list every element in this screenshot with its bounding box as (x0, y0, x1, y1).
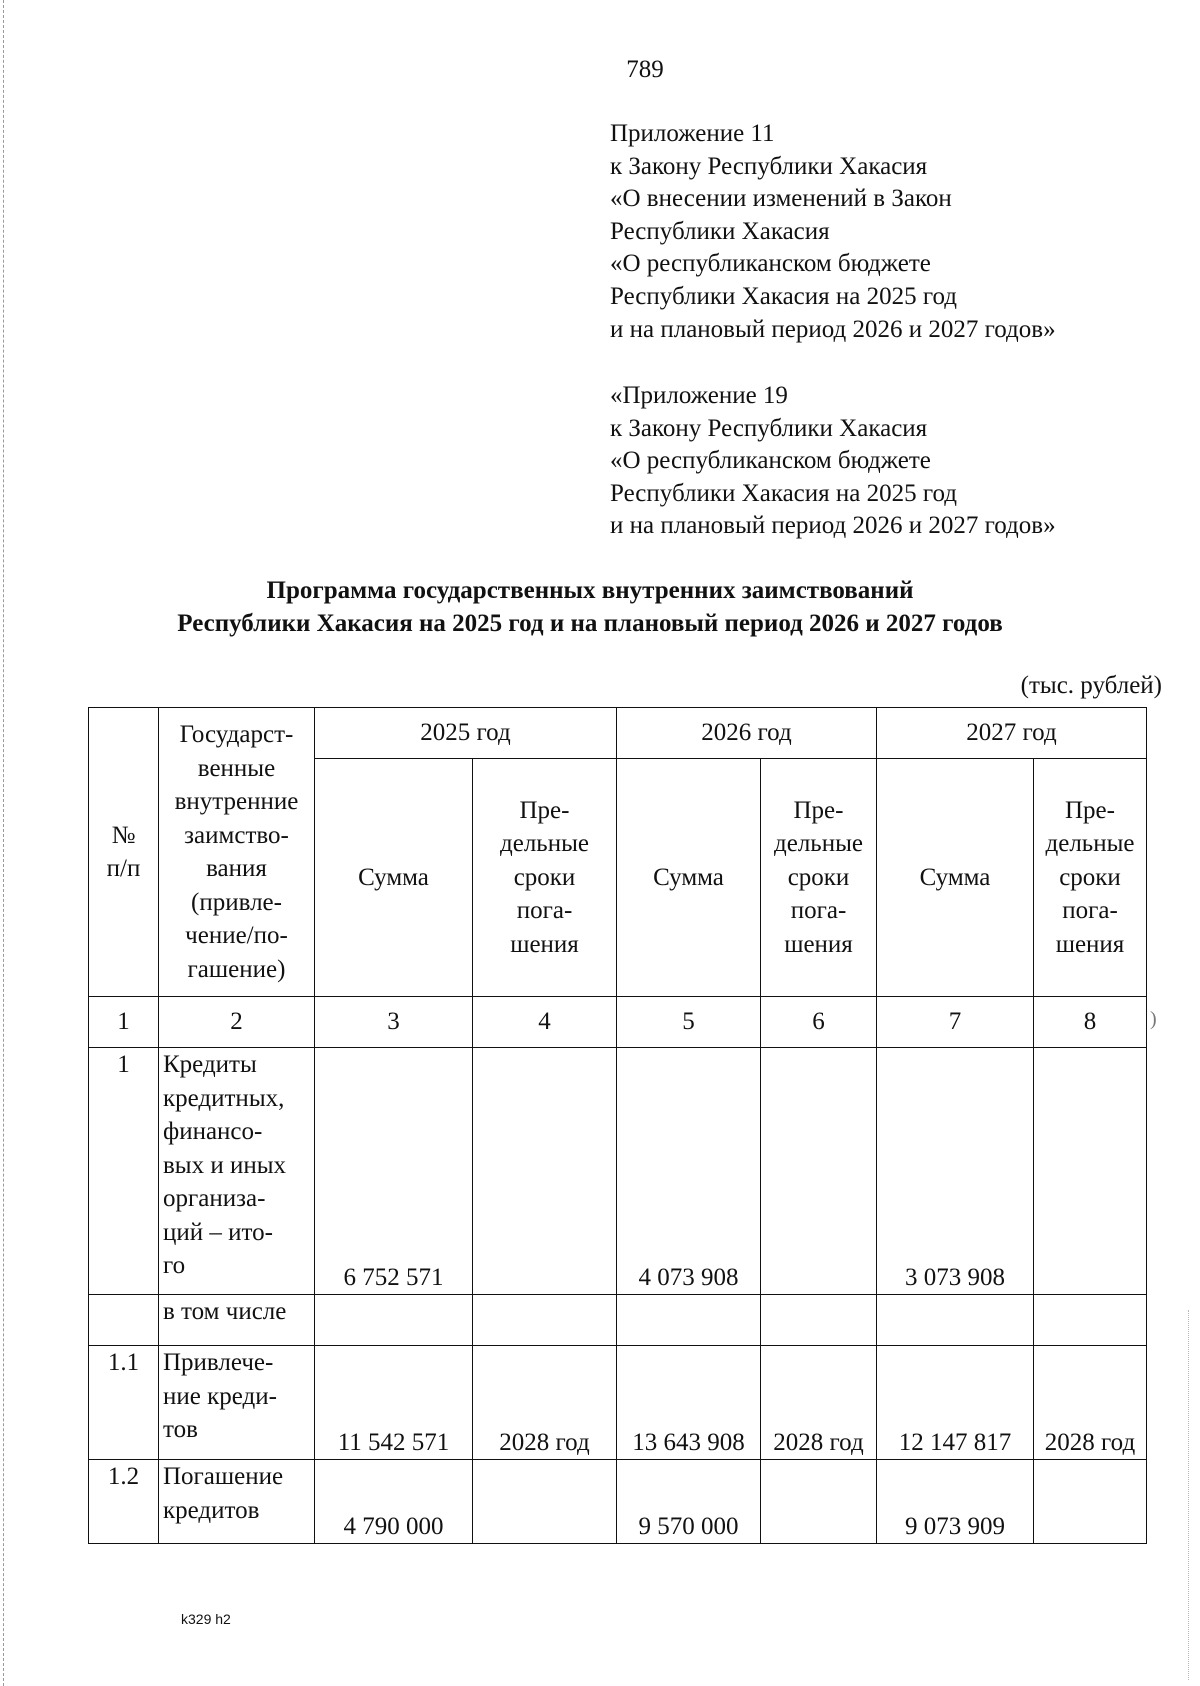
annex-11-line: Республики Хакасия на 2025 год (610, 282, 958, 310)
column-number: 6 (761, 997, 877, 1048)
sum-2027: 9 073 909 (877, 1460, 1034, 1544)
column-number: 3 (315, 997, 473, 1048)
row-name-line: организа- (163, 1185, 266, 1212)
row-name-line: финансо- (163, 1118, 263, 1145)
annex-19-line: к Закону Республики Хакасия (610, 414, 928, 442)
header-sum-2025: Сумма (315, 759, 473, 997)
sum-2025: 4 790 000 (315, 1460, 473, 1544)
term-2025 (473, 1295, 617, 1346)
scan-right-edge (1188, 1310, 1189, 1680)
sum-2025: 11 542 571 (315, 1346, 473, 1460)
header-line: сроки (513, 863, 576, 891)
row-name-line: вых и иных (163, 1151, 287, 1179)
header-line: № (111, 821, 136, 849)
term-2027 (1034, 1295, 1147, 1346)
row-name (159, 1048, 315, 1295)
column-number: 2 (159, 997, 315, 1048)
row-number: 1.1 (89, 1346, 159, 1460)
row-number: 1.2 (89, 1460, 159, 1544)
sum-2026 (617, 1295, 761, 1346)
header-line: гашение) (187, 955, 286, 983)
header-number-cell (89, 708, 159, 997)
header-line: пога- (790, 897, 847, 925)
row-name-line: кредитов (163, 1496, 260, 1524)
header-term-2027 (1034, 759, 1147, 997)
header-borrowing-cell (159, 708, 315, 997)
header-line: Пре- (519, 796, 570, 824)
unit-note: (тыс. рублей) (1020, 672, 1162, 699)
term-2025 (473, 1460, 617, 1544)
sum-2026: 9 570 000 (617, 1460, 761, 1544)
sum-2026: 13 643 908 (617, 1346, 761, 1460)
row-name-line: ние креди- (163, 1382, 277, 1410)
annex-11-line: Республики Хакасия (610, 217, 830, 245)
header-sum-2027: Сумма (877, 759, 1034, 997)
column-number: 8 (1034, 997, 1147, 1048)
header-line: Пре- (1065, 796, 1115, 824)
header-line: венные (197, 754, 276, 782)
sum-2025 (315, 1295, 473, 1346)
table-row (89, 1295, 1147, 1346)
header-line: дельные (1045, 830, 1135, 858)
header-term-2025 (473, 759, 617, 997)
term-2026 (761, 1048, 877, 1295)
annex-19-line: и на плановый период 2026 и 2027 годов» (610, 512, 1056, 540)
sum-2027: 3 073 908 (877, 1048, 1034, 1295)
header-year-2025: 2025 год (315, 708, 617, 759)
header-line: дельные (500, 830, 589, 858)
sum-2026: 4 073 908 (617, 1048, 761, 1295)
document-title-line: Программа государственных внутренних заимствований (266, 577, 914, 604)
row-name (159, 1295, 315, 1346)
annex-11-line: к Закону Республики Хакасия (610, 152, 928, 180)
column-number: 4 (473, 997, 617, 1048)
row-name-line: тов (163, 1416, 198, 1443)
header-line: заимство- (184, 821, 289, 849)
term-2027: 2028 год (1034, 1346, 1147, 1460)
header-line: Государст- (179, 721, 294, 748)
header-year-2026: 2026 год (617, 708, 877, 759)
term-2027 (1034, 1460, 1147, 1544)
column-number: 7 (877, 997, 1034, 1048)
header-line: пога- (516, 897, 573, 925)
term-2025 (473, 1048, 617, 1295)
row-name-line: Привлече- (163, 1349, 274, 1376)
document-title-line: Республики Хакасия на 2025 год и на плановый период 2026 и 2027 годов (177, 610, 1003, 637)
annex-11-line: Приложение 11 (610, 120, 775, 147)
borrowings-table (88, 707, 1147, 1544)
column-number: 1 (89, 997, 159, 1048)
table-row (89, 1048, 1147, 1295)
header-line: шения (510, 930, 579, 958)
row-number (89, 1295, 159, 1346)
column-number: 5 (617, 997, 761, 1048)
row-name-line: ций – ито- (163, 1218, 273, 1246)
scan-artifact-mark: ) (1150, 1008, 1157, 1030)
scan-left-edge (3, 0, 4, 1686)
term-2026 (761, 1460, 877, 1544)
annex-11-line: и на плановый период 2026 и 2027 годов» (610, 315, 1056, 343)
header-line: дельные (774, 830, 863, 858)
sum-2027: 12 147 817 (877, 1346, 1034, 1460)
annex-19-heading (610, 380, 1170, 543)
annex-11-heading (610, 118, 1170, 346)
annex-19-line: Республики Хакасия на 2025 год (610, 479, 958, 507)
annex-11-line: «О республиканском бюджете (610, 250, 931, 278)
row-number: 1 (89, 1048, 159, 1295)
annex-19-line: «Приложение 19 (610, 382, 788, 409)
header-line: шения (784, 930, 853, 958)
header-line: Пре- (793, 796, 844, 824)
header-line: вания (206, 855, 267, 882)
term-2026 (761, 1295, 877, 1346)
header-line: пога- (1062, 897, 1118, 925)
header-line: (привле- (191, 888, 282, 916)
row-name (159, 1460, 315, 1544)
header-line: сроки (1059, 863, 1121, 891)
header-line: чение/по- (185, 922, 288, 949)
header-line: шения (1055, 930, 1125, 958)
term-2027 (1034, 1048, 1147, 1295)
header-term-2026 (761, 759, 877, 997)
term-2026: 2028 год (761, 1346, 877, 1460)
row-name-line: Погашение (163, 1463, 284, 1490)
footer-code: k329 h2 (181, 1611, 231, 1627)
header-line: внутренние (174, 788, 299, 815)
header-sum-2026: Сумма (617, 759, 761, 997)
column-number-row (89, 997, 1147, 1048)
header-line: сроки (787, 863, 850, 891)
row-name-line: кредитных, (163, 1084, 285, 1112)
annex-19-line: «О республиканском бюджете (610, 447, 931, 475)
document-title (90, 574, 1090, 640)
header-line: п/п (106, 855, 141, 882)
row-name-line: го (163, 1252, 186, 1279)
row-name (159, 1346, 315, 1460)
page-number: 789 (626, 56, 664, 83)
table-header-row (89, 708, 1147, 759)
table-row (89, 1460, 1147, 1544)
sum-2027 (877, 1295, 1034, 1346)
annex-11-line: «О внесении изменений в Закон (610, 185, 952, 213)
row-name-line: в том числе (163, 1298, 287, 1325)
row-name-line: Кредиты (163, 1051, 257, 1078)
table-row (89, 1346, 1147, 1460)
header-year-2027: 2027 год (877, 708, 1147, 759)
term-2025: 2028 год (473, 1346, 617, 1460)
sum-2025: 6 752 571 (315, 1048, 473, 1295)
